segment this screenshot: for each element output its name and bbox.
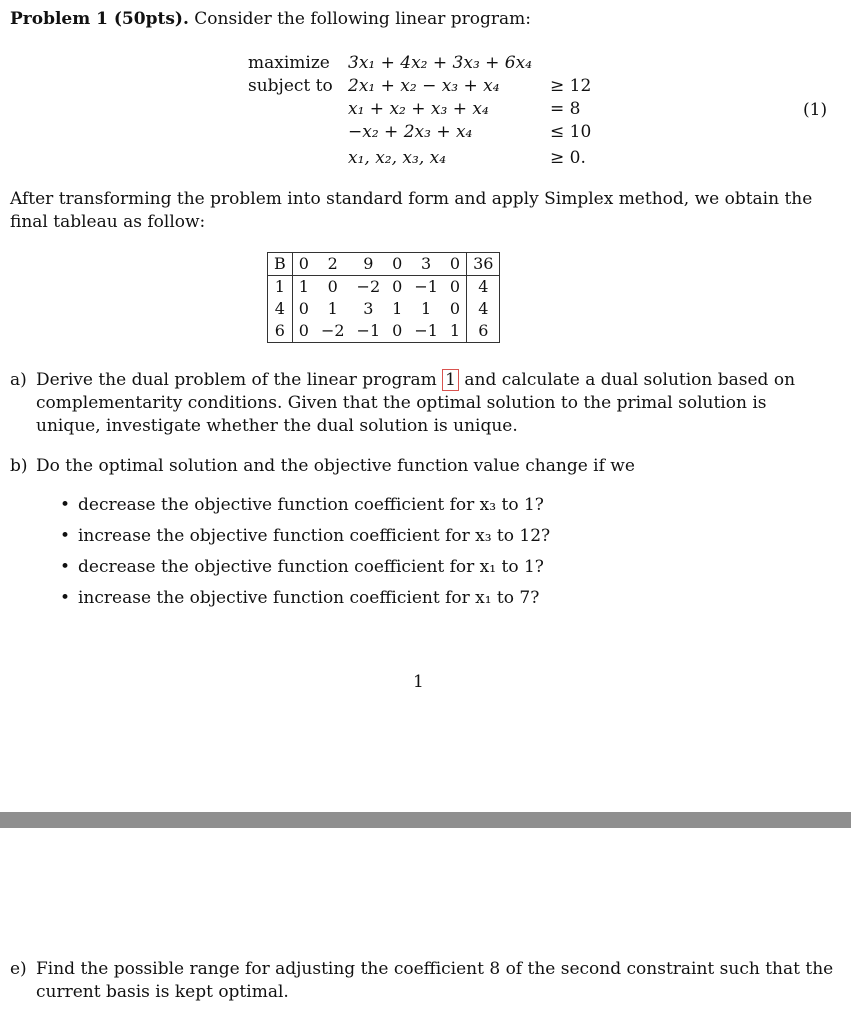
- tableau-row: [268, 298, 500, 320]
- tableau-cell: 4: [467, 298, 500, 320]
- tableau-cell: 0: [392, 321, 403, 340]
- equation-reference-link[interactable]: 1: [442, 369, 459, 391]
- problem-title: [10, 9, 531, 29]
- question-b-bullets: [60, 494, 550, 618]
- constraint-lhs: x₁ + x₂ + x₃ + x₄: [348, 99, 489, 119]
- tableau-cell: 3: [363, 299, 374, 318]
- constraint-lhs: −x₂ + 2x₃ + x₄: [348, 122, 473, 142]
- constraint-rhs: ≥ 0.: [550, 148, 586, 168]
- tableau-cell: 1: [268, 276, 293, 299]
- tableau-cell: 1: [392, 299, 403, 318]
- list-item: • decrease the objective function coefficient for x₃ to 1?: [60, 494, 550, 525]
- question-b-label: b): [10, 456, 28, 476]
- tableau-cell: 0: [298, 321, 309, 340]
- tableau-cell: 36: [467, 253, 500, 276]
- constraint-rhs: ≥ 12: [550, 76, 592, 96]
- tableau-cell: 1: [298, 277, 309, 296]
- tableau-objective-row: [268, 253, 500, 276]
- maximize-label: maximize: [248, 53, 330, 73]
- tableau-cell: 2: [315, 253, 351, 276]
- constraint-rhs: = 8: [550, 99, 581, 119]
- tableau-intro-paragraph: After transforming the problem into standard form and apply Simplex method, we obtain the final tableau as follow:: [10, 189, 813, 232]
- constraint-rhs: ≤ 10: [550, 122, 592, 142]
- question-e-text: Find the possible range for adjusting the coefficient 8 of the second constraint such that the current basis is kept optimal.: [36, 959, 834, 1002]
- subject-to-label: subject to: [248, 76, 333, 96]
- tableau-cell: 0: [327, 277, 338, 296]
- tableau-row: [268, 320, 500, 343]
- tableau-cell: 0: [449, 277, 461, 296]
- tableau-cell: 0: [392, 277, 403, 296]
- tableau-cell: 3: [408, 253, 444, 276]
- tableau-cell: 0: [449, 299, 461, 318]
- question-b-text: Do the optimal solution and the objective function value change if we: [36, 456, 635, 476]
- tableau-cell: B: [268, 253, 293, 276]
- tableau-cell: 1: [449, 321, 461, 340]
- list-item: • increase the objective function coefficient for x₃ to 12?: [60, 525, 550, 556]
- question-a-text-after: and calculate a dual solution based on complementarity conditions. Given that the optimal solution to the primal solution is unique, investigate whether the dual solution is unique.: [36, 370, 796, 436]
- tableau-cell: −2: [356, 277, 381, 296]
- tableau-cell: −2: [320, 321, 345, 340]
- question-a-label: a): [10, 370, 27, 390]
- tableau-cell: 0: [386, 253, 408, 276]
- tableau-cell: −1: [356, 321, 381, 340]
- equation-number: (1): [803, 100, 828, 120]
- objective-expression: 3x₁ + 4x₂ + 3x₃ + 6x₄: [348, 53, 533, 73]
- tableau-cell: 1: [327, 299, 338, 318]
- tableau-row: [268, 276, 500, 299]
- tableau-cell: 1: [421, 299, 432, 318]
- problem-heading: Problem 1 (50pts).: [10, 9, 189, 29]
- page-divider: [0, 812, 851, 828]
- constraint-lhs: x₁, x₂, x₃, x₄: [348, 148, 447, 168]
- tableau-cell: 6: [467, 320, 500, 343]
- tableau-cell: −1: [414, 321, 438, 340]
- list-item: • increase the objective function coefficient for x₁ to 7?: [60, 587, 550, 618]
- question-a-text: [36, 369, 836, 438]
- tableau-cell: 0: [292, 253, 315, 276]
- tableau-cell: 4: [467, 276, 500, 299]
- list-item: • decrease the objective function coefficient for x₁ to 1?: [60, 556, 550, 587]
- problem-intro: Consider the following linear program:: [188, 9, 531, 29]
- simplex-tableau: [267, 252, 500, 343]
- tableau-cell: 4: [268, 298, 293, 320]
- page-number: 1: [413, 672, 424, 692]
- tableau-cell: 0: [444, 253, 467, 276]
- tableau-cell: 6: [268, 320, 293, 343]
- tableau-cell: 9: [351, 253, 387, 276]
- question-a-text-before: Derive the dual problem of the linear program: [36, 370, 443, 390]
- tableau-cell: −1: [414, 277, 438, 296]
- constraint-lhs: 2x₁ + x₂ − x₃ + x₄: [348, 76, 500, 96]
- tableau-cell: 0: [298, 299, 309, 318]
- page-2: [0, 828, 851, 1024]
- question-e-label: e): [10, 959, 27, 979]
